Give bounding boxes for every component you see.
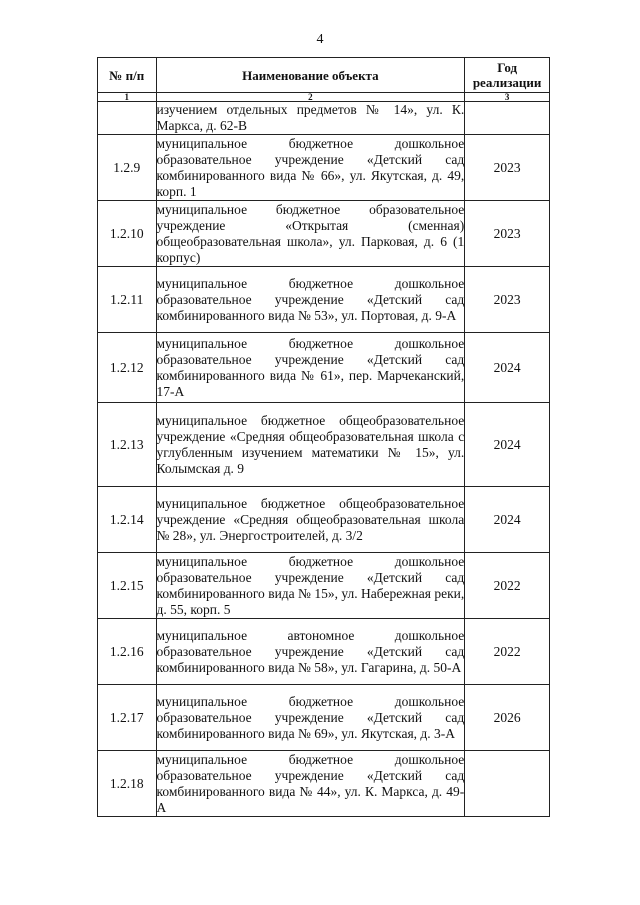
object-name: муниципальное бюджетное дошкольное образовательное учреждение «Детский сад комбинированного вида № 15», ул. Набережная реки, д. 55, корп. 5 [156, 553, 465, 618]
row-number: 1.2.15 [98, 553, 157, 619]
implementation-year: 2024 [465, 403, 550, 487]
row-number [98, 102, 157, 135]
table-header-row [98, 58, 550, 93]
header-name: Наименование объекта [156, 58, 465, 93]
table-row [98, 102, 550, 135]
object-name: муниципальное автономное дошкольное образовательное учреждение «Детский сад комбинированного вида № 58», ул. Гагарина, д. 50-А [156, 619, 465, 685]
table-row [98, 403, 550, 487]
page-number: 4 [316, 32, 324, 47]
row-number: 1.2.12 [98, 333, 157, 403]
table-row [98, 201, 550, 267]
column-index: 2 [156, 93, 465, 102]
object-name: муниципальное бюджетное дошкольное образовательное учреждение «Детский сад комбинированного вида № 53», ул. Портовая, д. 9-А [156, 267, 465, 333]
table-row [98, 553, 550, 619]
implementation-year [465, 102, 550, 135]
object-name: муниципальное бюджетное дошкольное образовательное учреждение «Детский сад комбинированного вида № 66», ул. Якутская, д. 49, корп. 1 [156, 135, 465, 200]
object-name: муниципальное бюджетное образовательное учреждение «Открытая (сменная) общеобразовательная школа», ул. Парковая, д. 6 (1 корпус) [156, 201, 465, 266]
row-number: 1.2.14 [98, 487, 157, 553]
row-number: 1.2.10 [98, 201, 157, 267]
table-row [98, 333, 550, 403]
header-year [465, 58, 550, 93]
implementation-year: 2023 [465, 135, 550, 201]
column-index: 3 [465, 93, 550, 102]
header-year-line2: реализации [472, 75, 542, 90]
row-number: 1.2.18 [98, 751, 157, 817]
implementation-year: 2023 [465, 201, 550, 267]
column-index-row [98, 93, 550, 102]
row-number: 1.2.17 [98, 685, 157, 751]
object-name: изучением отдельных предметов № 14», ул. К. Маркса, д. 62-В [156, 102, 465, 134]
table-row [98, 685, 550, 751]
implementation-year: 2022 [465, 553, 550, 619]
header-year-line1: Год [497, 60, 518, 75]
row-number: 1.2.16 [98, 619, 157, 685]
header-num: № п/п [98, 58, 157, 93]
object-name: муниципальное бюджетное дошкольное образовательное учреждение «Детский сад комбинированного вида № 44», ул. К. Маркса, д. 49-А [156, 751, 465, 816]
table-row [98, 487, 550, 553]
object-name: муниципальное бюджетное общеобразовательное учреждение «Средняя общеобразовательная школа № 28», ул. Энергостроителей, д. 3/2 [156, 487, 465, 553]
table-row [98, 135, 550, 201]
object-name: муниципальное бюджетное дошкольное образовательное учреждение «Детский сад комбинированного вида № 69», ул. Якутская, д. 3-А [156, 685, 465, 751]
table-row [98, 267, 550, 333]
object-name: муниципальное бюджетное дошкольное образовательное учреждение «Детский сад комбинированного вида № 61», пер. Марчеканский, 17-А [156, 333, 465, 403]
implementation-year: 2023 [465, 267, 550, 333]
implementation-year [465, 751, 550, 817]
implementation-year: 2022 [465, 619, 550, 685]
object-name: муниципальное бюджетное общеобразовательное учреждение «Средняя общеобразовательная школа с углубленным изучением математики № 15», ул. Колымская д. 9 [156, 403, 465, 487]
table-row [98, 619, 550, 685]
row-number: 1.2.13 [98, 403, 157, 487]
implementation-year: 2024 [465, 487, 550, 553]
objects-table [97, 57, 550, 817]
implementation-year: 2026 [465, 685, 550, 751]
table-row [98, 751, 550, 817]
row-number: 1.2.11 [98, 267, 157, 333]
row-number: 1.2.9 [98, 135, 157, 201]
implementation-year: 2024 [465, 333, 550, 403]
column-index: 1 [98, 93, 157, 102]
